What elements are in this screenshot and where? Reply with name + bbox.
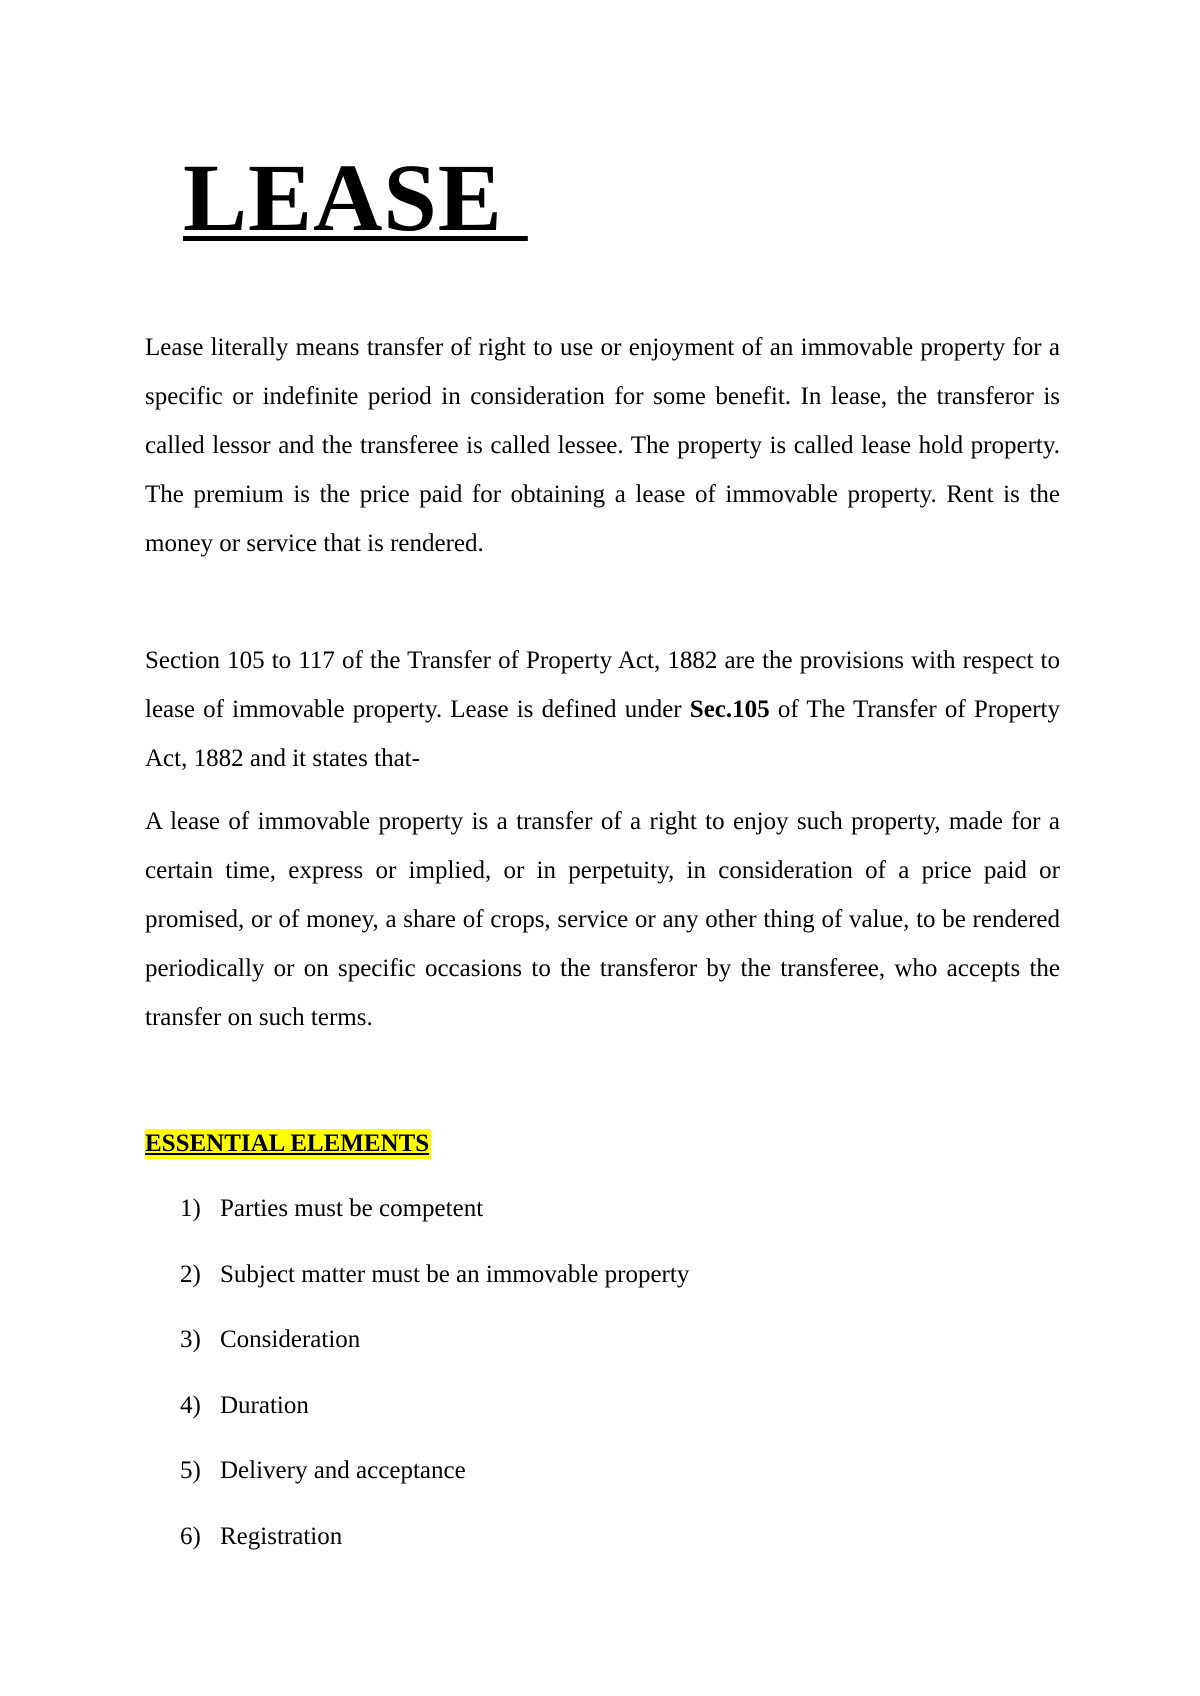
list-item-text: Duration <box>220 1391 309 1419</box>
list-item <box>180 1456 689 1486</box>
paragraph-statutory-definition: A lease of immovable property is a transfer of a right to enjoy such property, made for a certain time, express or implied, or in perpetuity, in consideration of a price paid or promised, or of money, a share of crops, service or any other thing of value, to be rendered periodically or on specific occasions to the transferor by the transferee, who accepts the transfer on such terms. <box>145 808 1060 1031</box>
paragraph-lease-definition: Lease literally means transfer of right to use or enjoyment of an immovable property for a specific or indefinite period in consideration for some benefit. In lease, the transferor is called lessor and the transferee is called lessee. The property is called lease hold property. The premium is the price paid for obtaining a lease of immovable property. Rent is the money or service that is rendered. <box>145 334 1060 557</box>
essential-elements-list <box>180 1194 689 1587</box>
list-item-number: 1) <box>180 1195 201 1222</box>
list-item <box>180 1391 689 1421</box>
list-item-text: Parties must be competent <box>220 1195 484 1222</box>
paragraph-section-text-after: of The Transfer of Property Act, 1882 and it states that- <box>145 696 1061 772</box>
list-item-text: Consideration <box>220 1326 361 1353</box>
list-item <box>180 1522 689 1552</box>
list-item-number: 4) <box>180 1391 201 1419</box>
list-item <box>180 1260 689 1290</box>
paragraph-section-reference <box>145 636 1060 783</box>
list-item-number: 6) <box>180 1522 201 1550</box>
list-item <box>180 1194 689 1224</box>
list-item-text: Delivery and acceptance <box>220 1457 466 1484</box>
section-105-bold: Sec.105 <box>689 696 770 723</box>
list-item <box>180 1325 689 1355</box>
list-item-number: 5) <box>180 1457 201 1484</box>
list-item-text: Subject matter must be an immovable property <box>220 1260 690 1288</box>
list-item-number: 3) <box>180 1326 201 1353</box>
list-item-number: 2) <box>180 1260 201 1288</box>
paragraph-section-text-before: Section 105 to 117 of the Transfer of Property Act, 1882 are the provisions with respect to lease of immovable property. Lease is defined under <box>145 647 1060 723</box>
list-item-text: Registration <box>220 1522 343 1550</box>
document-title: LEASE <box>183 144 528 251</box>
essential-elements-heading: ESSENTIAL ELEMENTS <box>145 1130 430 1157</box>
